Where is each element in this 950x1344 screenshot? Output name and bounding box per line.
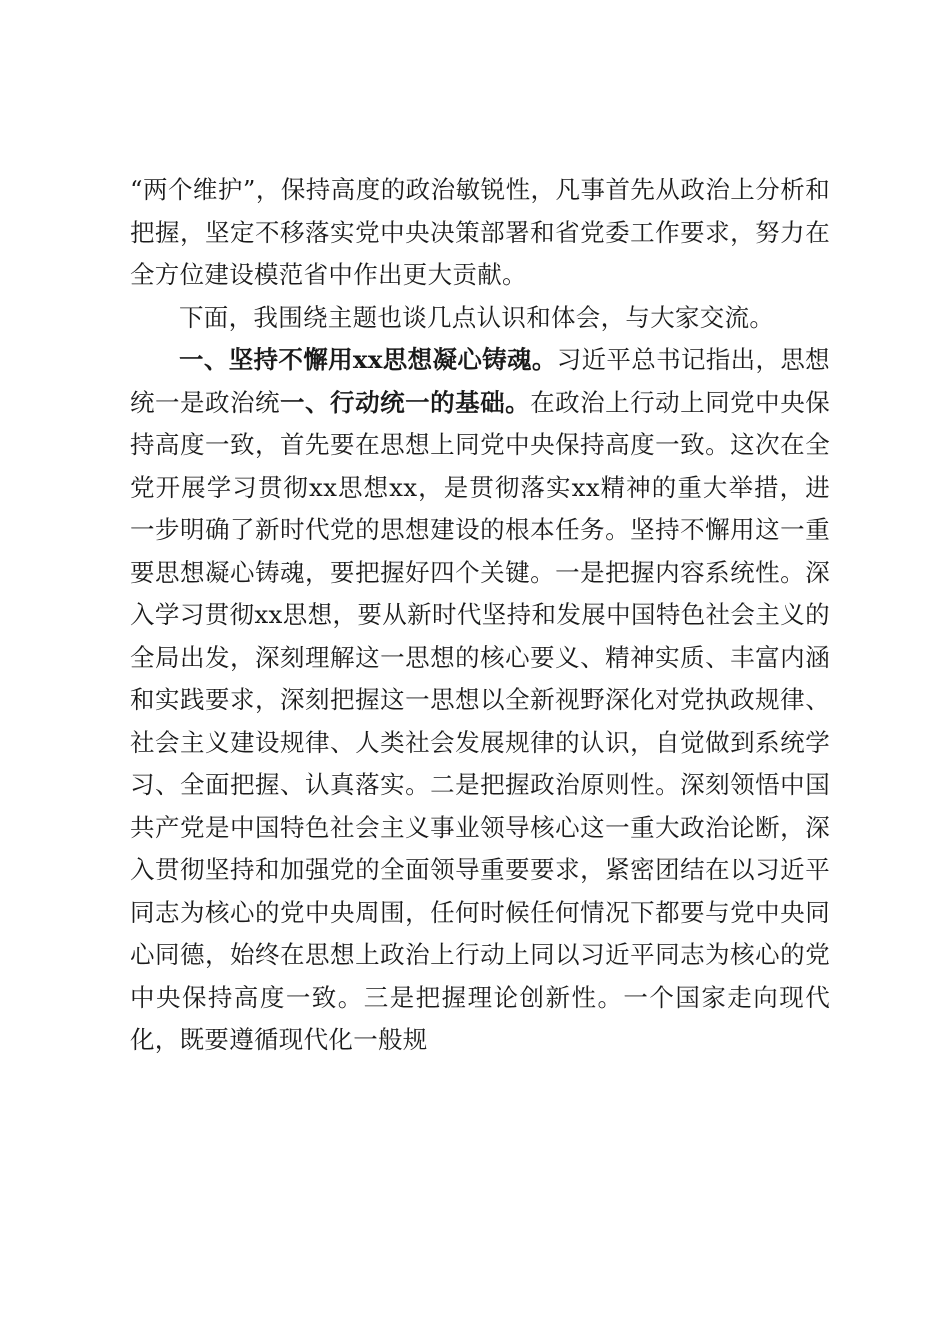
paragraph-3-text-a: 习近平总书记指出，思想统一是政治统 (130, 345, 830, 417)
paragraph-3-bold-phrase: 一、行动统一的基础。 (280, 387, 531, 417)
section-heading: 一、坚持不懈用xx思想凝心铸魂。 (179, 345, 557, 374)
paragraph-2: 下面，我围绕主题也谈几点认识和体会，与大家交流。 (179, 302, 775, 332)
paragraph-3 (130, 339, 830, 1062)
paragraph-3-text-b: 在政治上行动上同党中央保持高度一致，首先要在思想上同党中央保持高度一致。这次在全党开展学习贯彻xx思想xx，是贯彻落实xx精神的重大举措，进一步明确了新时代党的思想建设的根本任务。坚持不懈用这一重要思想凝心铸魂，要把握好四个关键。一是把握内容系统性。深入学习贯彻xx思想，要从新时代坚持和发展中国特色社会主义的全局出发，深刻理解这一思想的核心要义、精神实质、丰富内涵和实践要求，深刻把握这一思想以全新视野深化对党执政规律、社会主义建设规律、人类社会发展规律的认识，自觉做到系统学习、全面把握、认真落实。二是把握政治原则性。深刻领悟中国共产党是中国特色社会主义事业领导核心这一重大政治论断，深入贯彻坚持和加强党的全面领导重要要求，紧密团结在以习近平同志为核心的党中央周围，任何时候任何情况下都要与党中央同心同德，始终在思想上政治上行动上同以习近平同志为核心的党中央保持高度一致。三是把握理论创新性。一个国家走向现代化，既要遵循现代化一般规 (130, 387, 830, 1054)
paragraph-1: “两个维护”，保持高度的政治敏锐性，凡事首先从政治上分析和把握，坚定不移落实党中央决策部署和省党委工作要求，努力在全方位建设模范省中作出更大贡献。 (130, 175, 830, 289)
document-body (130, 169, 830, 1062)
